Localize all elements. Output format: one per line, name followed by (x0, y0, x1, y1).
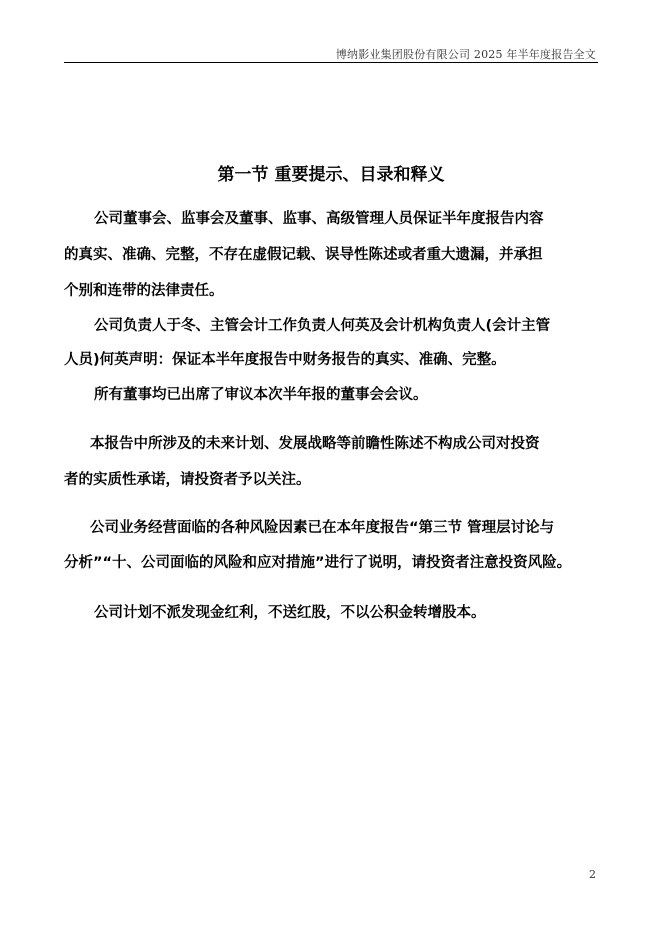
paragraph-line: 分析”“十、公司面临的风险和应对措施”进行了说明，请投资者注意投资风险。 (64, 555, 572, 571)
paragraph-line: 的真实、准确、完整，不存在虚假记载、误导性陈述或者重大遗漏，并承担 (64, 247, 543, 263)
paragraph-line: 公司计划不派发现金红利，不送红股，不以公积金转增股本。 (94, 605, 486, 621)
paragraph-line: 公司业务经营面临的各种风险因素已在本年度报告“第三节 管理层讨论与 (90, 520, 555, 536)
section-title: 第一节 重要提示、目录和释义 (217, 165, 445, 185)
page-number: 2 (589, 868, 596, 881)
paragraph-line: 公司负责人于冬、主管会计工作负责人何英及会计机构负责人(会计主管 (94, 318, 551, 334)
paragraph-line: 者的实质性承诺，请投资者予以关注。 (64, 472, 311, 488)
paragraph-line: 个别和连带的法律责任。 (64, 283, 224, 299)
paragraph-line: 人员)何英声明：保证本半年度报告中财务报告的真实、准确、完整。 (64, 352, 506, 368)
running-header-title: 博纳影业集团股份有限公司 2025 年半年度报告全文 (335, 48, 596, 61)
header-divider (64, 62, 598, 63)
paragraph-line: 公司董事会、监事会及董事、监事、高级管理人员保证半年度报告内容 (94, 211, 544, 227)
paragraph-line: 所有董事均已出席了审议本次半年报的董事会会议。 (94, 387, 428, 403)
paragraph-line: 本报告中所涉及的未来计划、发展战略等前瞻性陈述不构成公司对投资 (90, 436, 540, 452)
